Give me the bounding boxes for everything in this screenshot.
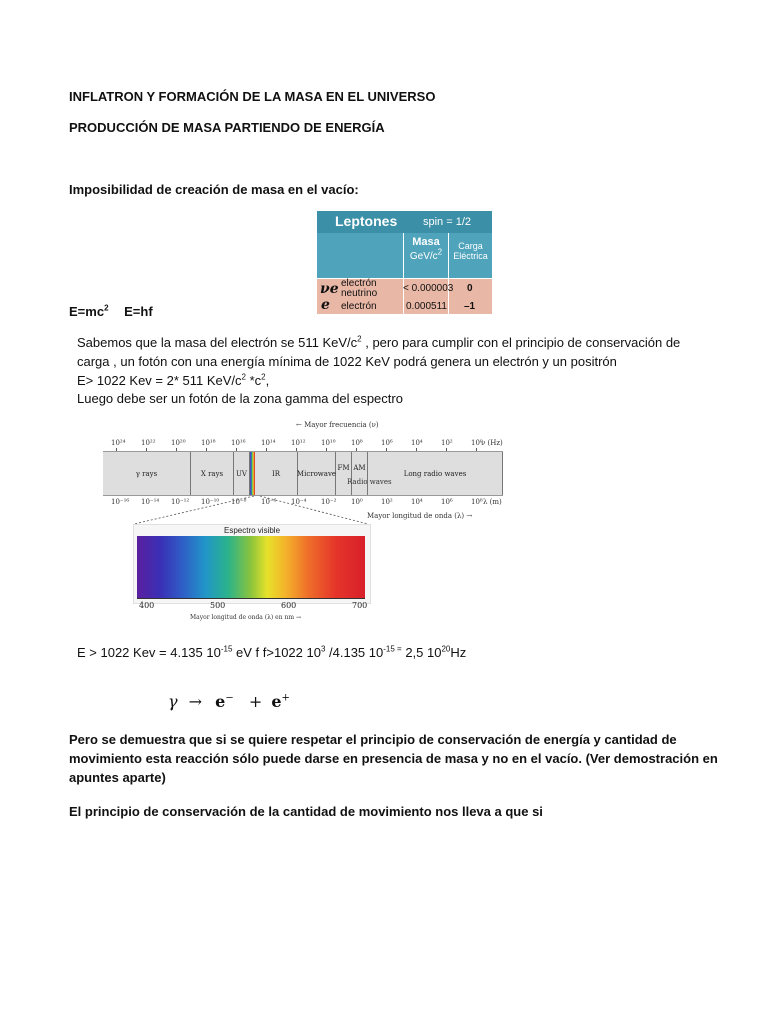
- electron-name: electrón: [341, 301, 377, 312]
- wavelength-tick-label: 10⁻¹⁴: [141, 498, 160, 506]
- visible-axis-ticks: [137, 601, 368, 613]
- electron-symbol: e: [321, 297, 330, 313]
- zoom-lines: [130, 494, 380, 526]
- wavelength-tick-label: 10⁻¹²: [171, 498, 190, 506]
- frequency-tick-label: 10¹⁸: [201, 439, 216, 447]
- wavelength-tick-label: 10⁶: [441, 498, 453, 506]
- frequency-label: ← Mayor frecuencia (ν): [296, 421, 379, 429]
- gamma-symbol: γ: [168, 692, 178, 711]
- paragraph-line: Pero se demuestra que si se quiere respetar el principio de conservación de energía y cantidad de: [69, 732, 677, 747]
- leptons-table: [317, 211, 492, 314]
- wavelength-label: Mayor longitud de onda (λ) →: [367, 512, 473, 520]
- visible-tick-label: 500: [210, 601, 226, 610]
- reaction-arrow: →: [188, 692, 203, 711]
- spectrum-band: Long radio waves: [368, 452, 503, 495]
- frequency-tick-label: 10⁰: [471, 439, 483, 447]
- visible-tick-label: 400: [139, 601, 155, 610]
- frequency-equation: E > 1022 Kev = 4.135 $10^{-15}$ eV f f>1022 $10^3$ /4.135 $10^{-15 =}$ 2,5 $10^{20}Hz$: [77, 644, 467, 660]
- plus-sign: +: [248, 692, 263, 711]
- wavelength-tick-label: 10²: [381, 498, 393, 506]
- spectrum-band: UV: [234, 452, 250, 495]
- visible-axis-label: Mayor longitud de onda (λ) en nm →: [190, 614, 301, 621]
- visible-tick-label: 700: [352, 601, 368, 610]
- document-title: INFLATRON Y FORMACIÓN DE LA MASA EN EL UNIVERSO: [69, 89, 436, 104]
- frequency-tick-label: 10¹⁶: [231, 439, 246, 447]
- frequency-tick-label: 10²²: [141, 439, 156, 447]
- spectrum-band: Microwave: [298, 452, 336, 495]
- frequency-tick-label: 10¹⁴: [261, 439, 276, 447]
- document-subtitle: PRODUCCIÓN DE MASA PARTIENDO DE ENERGÍA: [69, 120, 385, 135]
- paragraph-line: apuntes aparte): [69, 770, 166, 785]
- positron-symbol: e: [271, 692, 282, 711]
- leptons-blank-header: [317, 233, 403, 278]
- charge-column-header: Carga Eléctrica: [449, 233, 492, 278]
- radio-waves-label: Radio waves: [347, 478, 392, 486]
- wavelength-tick-label: 10⁴: [411, 498, 423, 506]
- electron-mass: 0.000511: [406, 301, 447, 312]
- visible-tick-label: 600: [281, 601, 297, 610]
- frequency-unit: ν (Hz): [481, 439, 503, 447]
- paragraph-line: Luego debe ser un fotón de la zona gamma del espectro: [77, 391, 403, 406]
- neutrino-charge: 0: [467, 283, 473, 294]
- neutrino-mass: < 0.000003: [403, 283, 454, 294]
- paragraph-line: Sabemos que la masa del electrón se 511 KeV/$c^2$ , pero para cumplir con el principio de conservación de: [77, 334, 681, 350]
- frequency-tick-label: 10²⁴: [111, 439, 126, 447]
- frequency-tick-label: 10⁶: [381, 439, 393, 447]
- column-divider: [448, 233, 449, 314]
- section-heading: Imposibilidad de creación de masa en el vacío:: [69, 182, 359, 197]
- electron-charge: –1: [464, 301, 476, 312]
- frequency-tick-label: 10⁴: [411, 439, 423, 447]
- column-divider: [403, 233, 404, 314]
- wavelength-tick-label: 10⁻⁸: [231, 498, 247, 506]
- wavelength-tick-label: 10⁻⁴: [291, 498, 307, 506]
- spectrum-band: X rays: [191, 452, 234, 495]
- spectrum-band: γ rays: [103, 452, 191, 495]
- wavelength-tick-label: 10⁰: [351, 498, 363, 506]
- neutrino-symbol: νe: [320, 281, 339, 297]
- spectrum-band: FM: [336, 452, 352, 495]
- pair-production-reaction: γ → e− + e+: [168, 692, 290, 711]
- leptons-spin: spin = 1/2: [423, 216, 472, 228]
- paragraph-line: El principio de conservación de la cantidad de movimiento nos lleva a que si: [69, 804, 543, 819]
- wavelength-tick-label: 10⁻²: [321, 498, 337, 506]
- paragraph-line: movimiento esta reacción sólo puede darse en presencia de masa y no en el vacío. (Ver demostración en: [69, 751, 718, 766]
- leptons-title: Leptones: [335, 213, 398, 229]
- neutrino-name: electrón neutrino: [341, 278, 378, 299]
- frequency-tick-label: 10¹²: [291, 439, 306, 447]
- wavelength-unit: λ (m): [483, 498, 502, 506]
- visible-spectrum-title: Espectro visible: [224, 526, 281, 535]
- wavelength-tick-label: 10⁻⁶: [261, 498, 277, 506]
- frequency-tick-label: 10⁸: [351, 439, 363, 447]
- wavelength-tick-label: 10⁸: [471, 498, 483, 506]
- spectrum-band: IR: [255, 452, 298, 495]
- wavelength-tick-label: 10⁻¹⁰: [201, 498, 220, 506]
- frequency-tick-label: 10²: [441, 439, 453, 447]
- frequency-tick-label: 10¹⁰: [321, 439, 336, 447]
- visible-spectrum-gradient: [137, 536, 365, 598]
- electron-symbol: e: [215, 692, 226, 711]
- wavelength-tick-label: 10⁻¹⁶: [111, 498, 130, 506]
- paragraph-line: E> 1022 Kev = 2* 511 KeV/$c^2$ $*c^2$,: [77, 372, 270, 388]
- spectrum-band: AM: [352, 452, 368, 495]
- spectrum-bands: [103, 451, 503, 496]
- leptons-table-header: [317, 211, 492, 233]
- mass-column-header: Masa GeV/$c^2$: [404, 233, 448, 278]
- frequency-tick-label: 10²⁰: [171, 439, 186, 447]
- equation-energy: $E=mc^2$ E=hf: [69, 303, 153, 319]
- visible-axis-line: [137, 598, 365, 599]
- paragraph-line: carga , un fotón con una energía mínima de 1022 KeV podrá genera un electrón y un positrón: [77, 354, 617, 369]
